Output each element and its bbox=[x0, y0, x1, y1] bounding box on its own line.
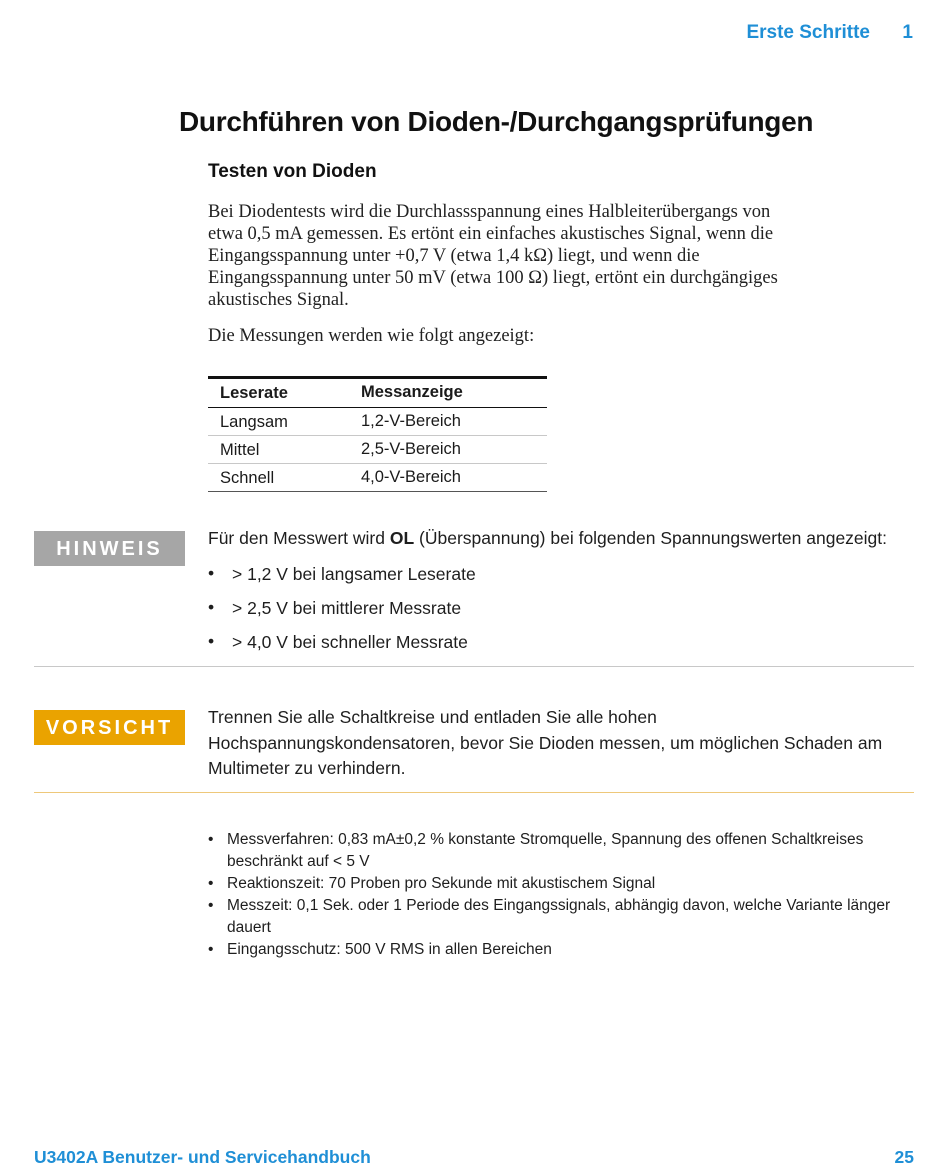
caution-divider bbox=[34, 792, 914, 793]
table-row bbox=[208, 408, 547, 436]
table-cell: Mittel bbox=[220, 441, 260, 459]
section-heading: Testen von Dioden bbox=[208, 161, 377, 182]
intro-paragraph bbox=[208, 201, 908, 311]
note-divider bbox=[34, 666, 914, 667]
intro-line: etwa 0,5 mA gemessen. Es ertönt ein einfaches akustisches Signal, wenn die bbox=[208, 224, 774, 244]
table-header-cell: Leserate bbox=[220, 384, 288, 402]
table-cell: Langsam bbox=[220, 413, 288, 431]
table-cell: 2,5-V-Bereich bbox=[361, 440, 461, 458]
caution-line: Hochspannungskondensatoren, bevor Sie Dioden messen, um möglichen Schaden am bbox=[208, 732, 883, 753]
caution-text bbox=[208, 705, 882, 782]
reading-rate-table bbox=[208, 376, 547, 492]
spec-line: Eingangsschutz: 500 V RMS in allen Bereichen bbox=[227, 941, 552, 958]
table-cell: Schnell bbox=[220, 469, 275, 487]
bullet-symbol: • bbox=[208, 831, 214, 848]
bullet-symbol: • bbox=[208, 631, 215, 651]
table-header-row bbox=[208, 379, 547, 408]
note-bullet-text: > 4,0 V bei schneller Messrate bbox=[232, 632, 468, 652]
note-label: HINWEIS bbox=[34, 531, 185, 566]
caution-label: VORSICHT bbox=[34, 710, 185, 745]
bullet-symbol: • bbox=[208, 941, 214, 958]
running-header-section: Erste Schritte bbox=[746, 22, 870, 43]
page-title: Durchführen von Dioden-/Durchgangsprüfungen bbox=[179, 106, 814, 137]
footer-manual-title: U3402A Benutzer- und Servicehandbuch bbox=[34, 1147, 371, 1167]
spec-line: Messzeit: 0,1 Sek. oder 1 Periode des Eingangssignals, abhängig davon, welche Variante länger bbox=[227, 897, 891, 914]
intro-line: Eingangsspannung unter +0,7 V (etwa 1,4 kΩ) liegt, und wenn die bbox=[208, 246, 700, 266]
measure-line: Die Messungen werden wie folgt angezeigt: bbox=[208, 326, 535, 346]
running-header-chapter: 1 bbox=[902, 22, 913, 43]
intro-line: Eingangsspannung unter 50 mV (etwa 100 Ω) liegt, ertönt ein durchgängiges bbox=[208, 268, 778, 288]
note-text-after: (Überspannung) bei folgenden Spannungswerten angezeigt: bbox=[414, 528, 888, 548]
spec-line: beschränkt auf < 5 V bbox=[227, 853, 370, 870]
intro-line: Bei Diodentests wird die Durchlassspannung eines Halbleiterübergangs von bbox=[208, 202, 771, 222]
table-row bbox=[208, 464, 547, 492]
table-cell: 4,0-V-Bereich bbox=[361, 468, 461, 486]
bullet-symbol: • bbox=[208, 897, 214, 914]
note-text bbox=[208, 528, 887, 549]
table-row bbox=[208, 436, 547, 464]
intro-line: akustisches Signal. bbox=[208, 290, 349, 310]
note-text-before: Für den Messwert wird bbox=[208, 528, 390, 548]
caution-line: Trennen Sie alle Schaltkreise und entladen Sie alle hohen bbox=[208, 707, 657, 727]
spec-line: dauert bbox=[227, 919, 271, 936]
caution-line: Multimeter zu verhindern. bbox=[208, 758, 406, 778]
footer-page-number: 25 bbox=[894, 1147, 914, 1167]
note-bullet-text: > 1,2 V bei langsamer Leserate bbox=[232, 564, 476, 584]
note-text-bold: OL bbox=[389, 528, 415, 548]
spec-line: Reaktionszeit: 70 Proben pro Sekunde mit akustischem Signal bbox=[227, 875, 656, 892]
spec-line: Messverfahren: 0,83 mA±0,2 % konstante Stromquelle, Spannung des offenen Schaltkreises bbox=[227, 831, 864, 848]
table-cell: 1,2-V-Bereich bbox=[361, 412, 461, 430]
bullet-symbol: • bbox=[208, 597, 215, 617]
table-header-cell: Messanzeige bbox=[361, 383, 463, 401]
note-bullet-text: > 2,5 V bei mittlerer Messrate bbox=[232, 598, 462, 618]
bullet-symbol: • bbox=[208, 875, 214, 892]
bullet-symbol: • bbox=[208, 563, 215, 583]
